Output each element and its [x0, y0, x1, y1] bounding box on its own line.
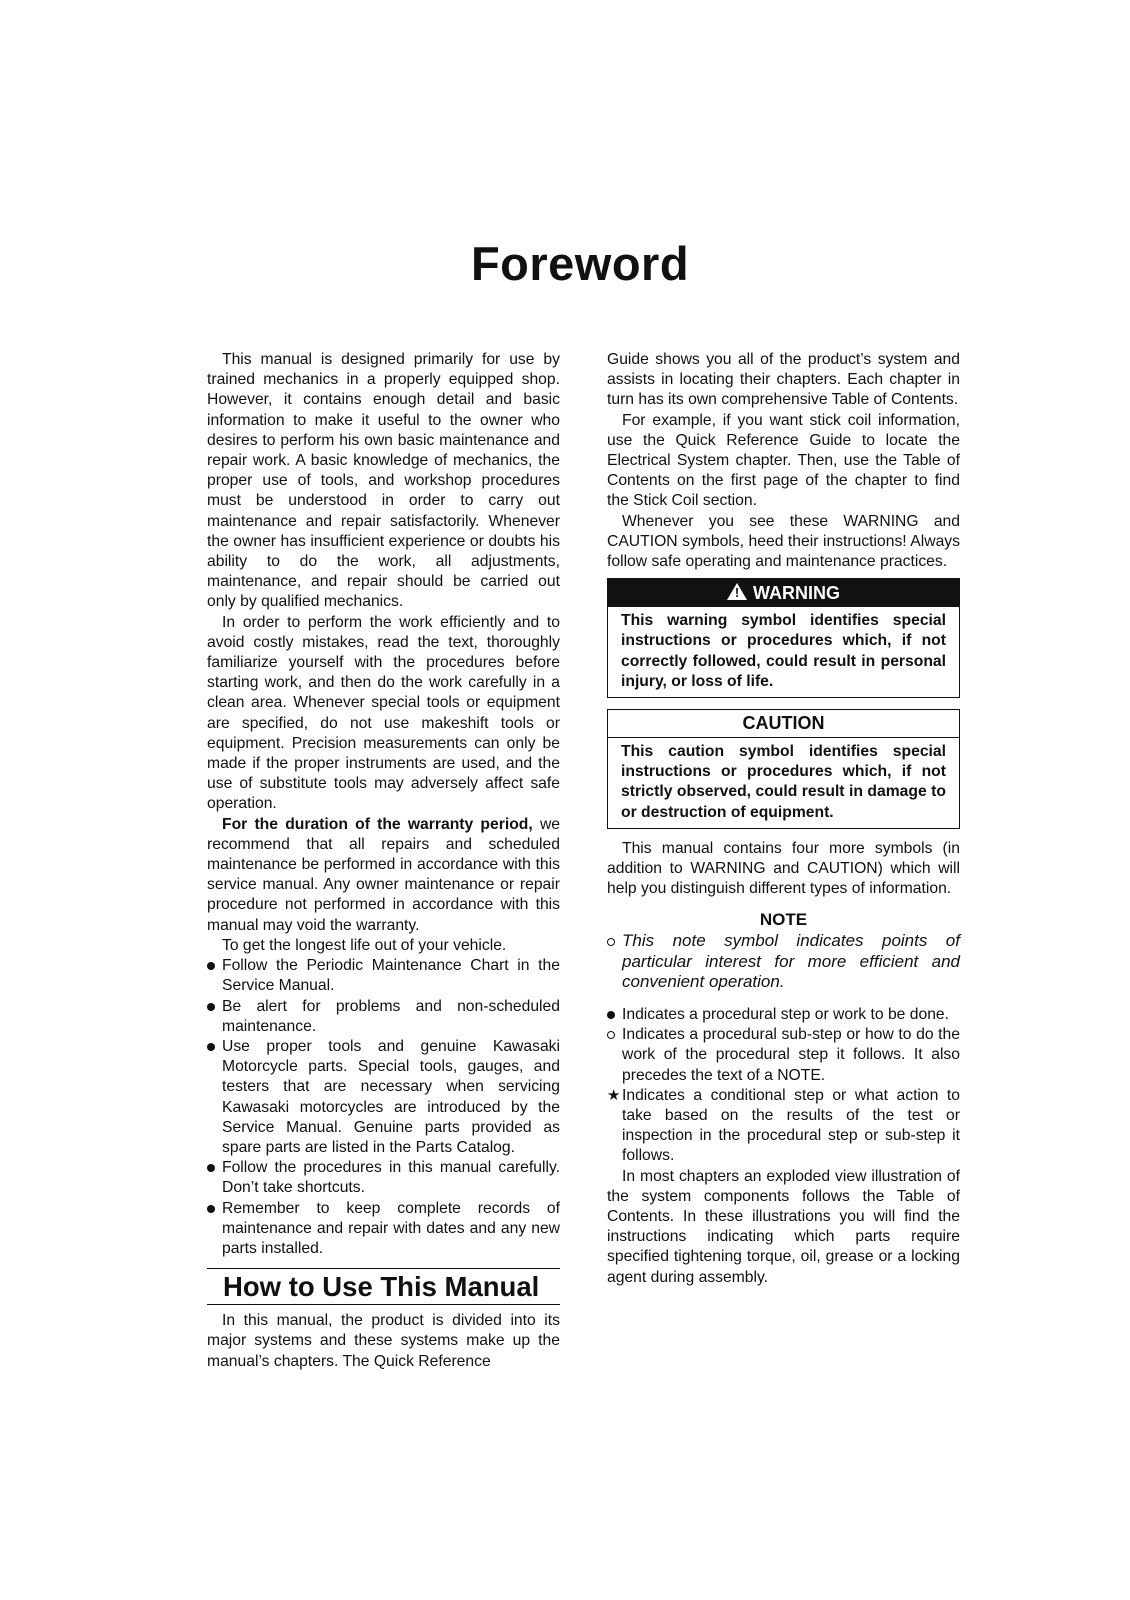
warning-header: [608, 579, 959, 607]
paragraph: In most chapters an exploded view illustration of the system components follows the Table of Contents. In these illustrations you will find the instructions indicating which parts require specified tightening torque, oil, grease or a locking agent during assembly.: [607, 1167, 960, 1286]
list-item: Indicates a procedural sub-step or how to do the work of the procedural step it follows. It also precedes the text of a NOTE.: [607, 1025, 960, 1086]
caution-label: CAUTION: [608, 710, 959, 738]
list-item: Follow the procedures in this manual carefully. Don’t take shortcuts.: [207, 1158, 560, 1198]
warning-box: [607, 578, 960, 698]
paragraph: Guide shows you all of the product’s system and assists in locating their chapters. Each chapter in turn has its own comprehensive Table of Contents.: [607, 351, 960, 409]
paragraph: For example, if you want stick coil information, use the Quick Reference Guide to locate the Electrical System chapter. Then, use the Table of Contents on the first page of the chapter to find the Stick Coil section.: [607, 411, 960, 510]
note-label: NOTE: [759, 910, 808, 930]
page-title: Foreword: [470, 237, 690, 290]
bullet-icon: [207, 1043, 215, 1051]
warning-triangle-icon: !: [727, 583, 747, 600]
warranty-emphasis: For the duration of the warranty period,: [222, 815, 533, 833]
paragraph: This manual contains four more symbols (in addition to WARNING and CAUTION) which will help you distinguish different types of information.: [607, 839, 960, 898]
bullet-icon: [207, 962, 215, 970]
bullet-icon: [207, 1003, 215, 1011]
paragraph: Whenever you see these WARNING and CAUTION symbols, heed their instructions! Always follow safe operating and maintenance practices.: [607, 512, 960, 571]
hollow-circle-icon: [607, 1031, 615, 1039]
section-heading: How to Use This Manual: [207, 1268, 560, 1305]
note-text: This note symbol indicates points of particular interest for more efficient and convenient operation.: [607, 931, 960, 993]
list-item: Be alert for problems and non-scheduled maintenance.: [207, 997, 560, 1037]
list-item: ★ Indicates a conditional step or what action to take based on the results of the test or inspection in the procedural step or sub-step it follows.: [607, 1086, 960, 1165]
warning-label: WARNING: [753, 583, 840, 604]
left-column: [207, 350, 560, 1372]
star-icon: ★: [607, 1086, 621, 1104]
warning-text: This warning symbol identifies special instructions or procedures which, if not correctly followed, could result in personal injury, or loss of life.: [621, 612, 946, 690]
paragraph: This manual is designed primarily for use by trained mechanics in a properly equipped shop. However, it contains enough detail and basic information to make it useful to the owner who desires to perform his own basic maintenance and repair work. A basic knowledge of mechanics, the proper use of tools, and workshop procedures must be understood in order to carry out maintenance and repair satisfactorily. Whenever the owner has insufficient experience or doubts his ability to do the work, all adjustments, maintenance, and repair should be carried out only by qualified mechanics.: [207, 351, 560, 611]
caution-box: [607, 709, 960, 829]
hollow-circle-icon: [607, 938, 615, 946]
paragraph: [207, 815, 560, 936]
list-item: Indicates a procedural step or work to be done.: [607, 1005, 960, 1025]
symbols-list: [607, 1005, 960, 1167]
paragraph: To get the longest life out of your vehicle.: [222, 936, 507, 954]
warranty-text: we recommend that all repairs and scheduled maintenance be performed in accordance with this service manual. Any owner maintenance or repair procedure not performed in accordance with this manual may void the warranty.: [207, 815, 560, 934]
caution-text: This caution symbol identifies special instructions or procedures which, if not strictly observed, could result in damage to or destruction of equipment.: [621, 743, 946, 821]
tips-list: [207, 956, 560, 1259]
paragraph: In order to perform the work efficiently and to avoid costly mistakes, read the text, thoroughly familiarize yourself with the procedures before starting work, and then do the work carefully in a clean area. Whenever special tools or equipment are specified, do not use makeshift tools or equipment. Precision measurements can only be made if the proper instruments are used, and the use of substitute tools may adversely affect safe operation.: [207, 613, 560, 813]
bullet-icon: [207, 1205, 215, 1213]
bullet-icon: [207, 1164, 215, 1172]
list-item: Use proper tools and genuine Kawasaki Motorcycle parts. Special tools, gauges, and testers that are necessary when servicing Kawasaki motorcycles are introduced by the Service Manual. Genuine parts provided as spare parts are listed in the Parts Catalog.: [207, 1037, 560, 1158]
paragraph: In this manual, the product is divided into its major systems and these systems make up the manual’s chapters. The Quick Reference: [207, 1312, 560, 1370]
list-item: Follow the Periodic Maintenance Chart in the Service Manual.: [207, 956, 560, 996]
filled-circle-icon: [607, 1011, 615, 1019]
right-column: [607, 350, 960, 1288]
list-item: Remember to keep complete records of maintenance and repair with dates and any new parts installed.: [207, 1199, 560, 1260]
